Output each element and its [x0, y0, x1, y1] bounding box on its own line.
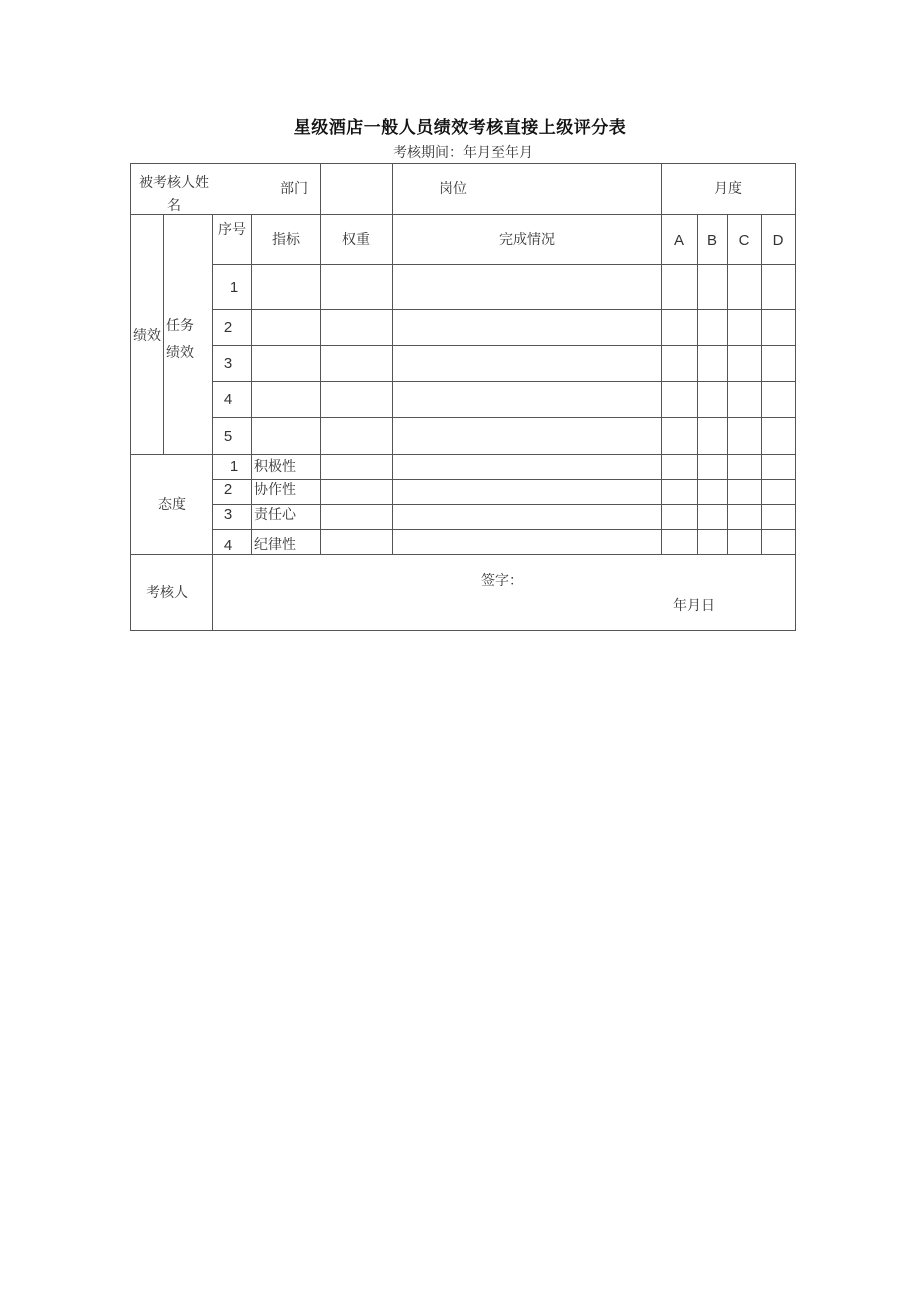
table-divider [212, 381, 796, 382]
attitude-row-seq: 3 [223, 506, 233, 523]
completion-header: 完成情况 [499, 232, 555, 248]
table-divider [212, 345, 796, 346]
table-divider [212, 417, 796, 418]
perf-row-seq: 5 [223, 428, 233, 445]
attitude-row-seq: 2 [223, 481, 233, 498]
grade-d-header: D [772, 232, 784, 249]
table-divider [212, 214, 213, 631]
dept-label: 部门 [280, 181, 308, 197]
table-border-left [130, 163, 131, 631]
attitude-row-seq: 1 [229, 458, 239, 475]
name-label: 被考核人姓名 [139, 175, 209, 214]
table-divider [727, 214, 728, 554]
perf-row-seq: 4 [223, 391, 233, 408]
table-divider [163, 214, 164, 454]
form-title: 星级酒店一般人员绩效考核直接上级评分表 [293, 118, 627, 138]
post-label: 岗位 [439, 181, 467, 197]
grade-b-header: B [706, 232, 718, 249]
month-label: 月度 [714, 181, 742, 197]
attitude-row-indicator: 协作性 [254, 482, 296, 498]
table-divider [212, 264, 796, 265]
attitude-group-label: 态度 [158, 497, 186, 513]
table-border-right [795, 163, 796, 631]
attitude-row-indicator: 纪律性 [254, 537, 296, 553]
grade-a-header: A [673, 232, 685, 249]
weight-header: 权重 [342, 232, 370, 248]
indicator-header: 指标 [272, 232, 300, 248]
table-divider [251, 214, 252, 554]
table-divider [761, 214, 762, 554]
table-divider [212, 504, 796, 505]
perf-row-seq: 3 [223, 355, 233, 372]
table-divider [661, 163, 662, 554]
task-performance-label: 任务绩效 [166, 318, 194, 361]
reviewer-label: 考核人 [146, 585, 188, 601]
table-border-bottom [130, 630, 796, 631]
table-divider [212, 529, 796, 530]
table-divider [320, 163, 321, 554]
table-border-top [130, 163, 796, 164]
grade-c-header: C [738, 232, 750, 249]
seq-header: 序号 [218, 222, 246, 238]
assessment-period: 考核期间：年月至年月 [393, 145, 533, 161]
perf-row-seq: 1 [229, 279, 239, 296]
date-label: 年月日 [673, 598, 715, 614]
perf-row-seq: 2 [223, 319, 233, 336]
table-divider [212, 309, 796, 310]
signature-label: 签字： [481, 573, 523, 589]
table-divider [212, 479, 796, 480]
performance-group-label: 绩效 [133, 328, 161, 344]
attitude-row-seq: 4 [223, 537, 233, 554]
table-divider [697, 214, 698, 554]
attitude-row-indicator: 责任心 [254, 507, 296, 523]
table-divider [392, 163, 393, 554]
attitude-row-indicator: 积极性 [254, 459, 296, 475]
